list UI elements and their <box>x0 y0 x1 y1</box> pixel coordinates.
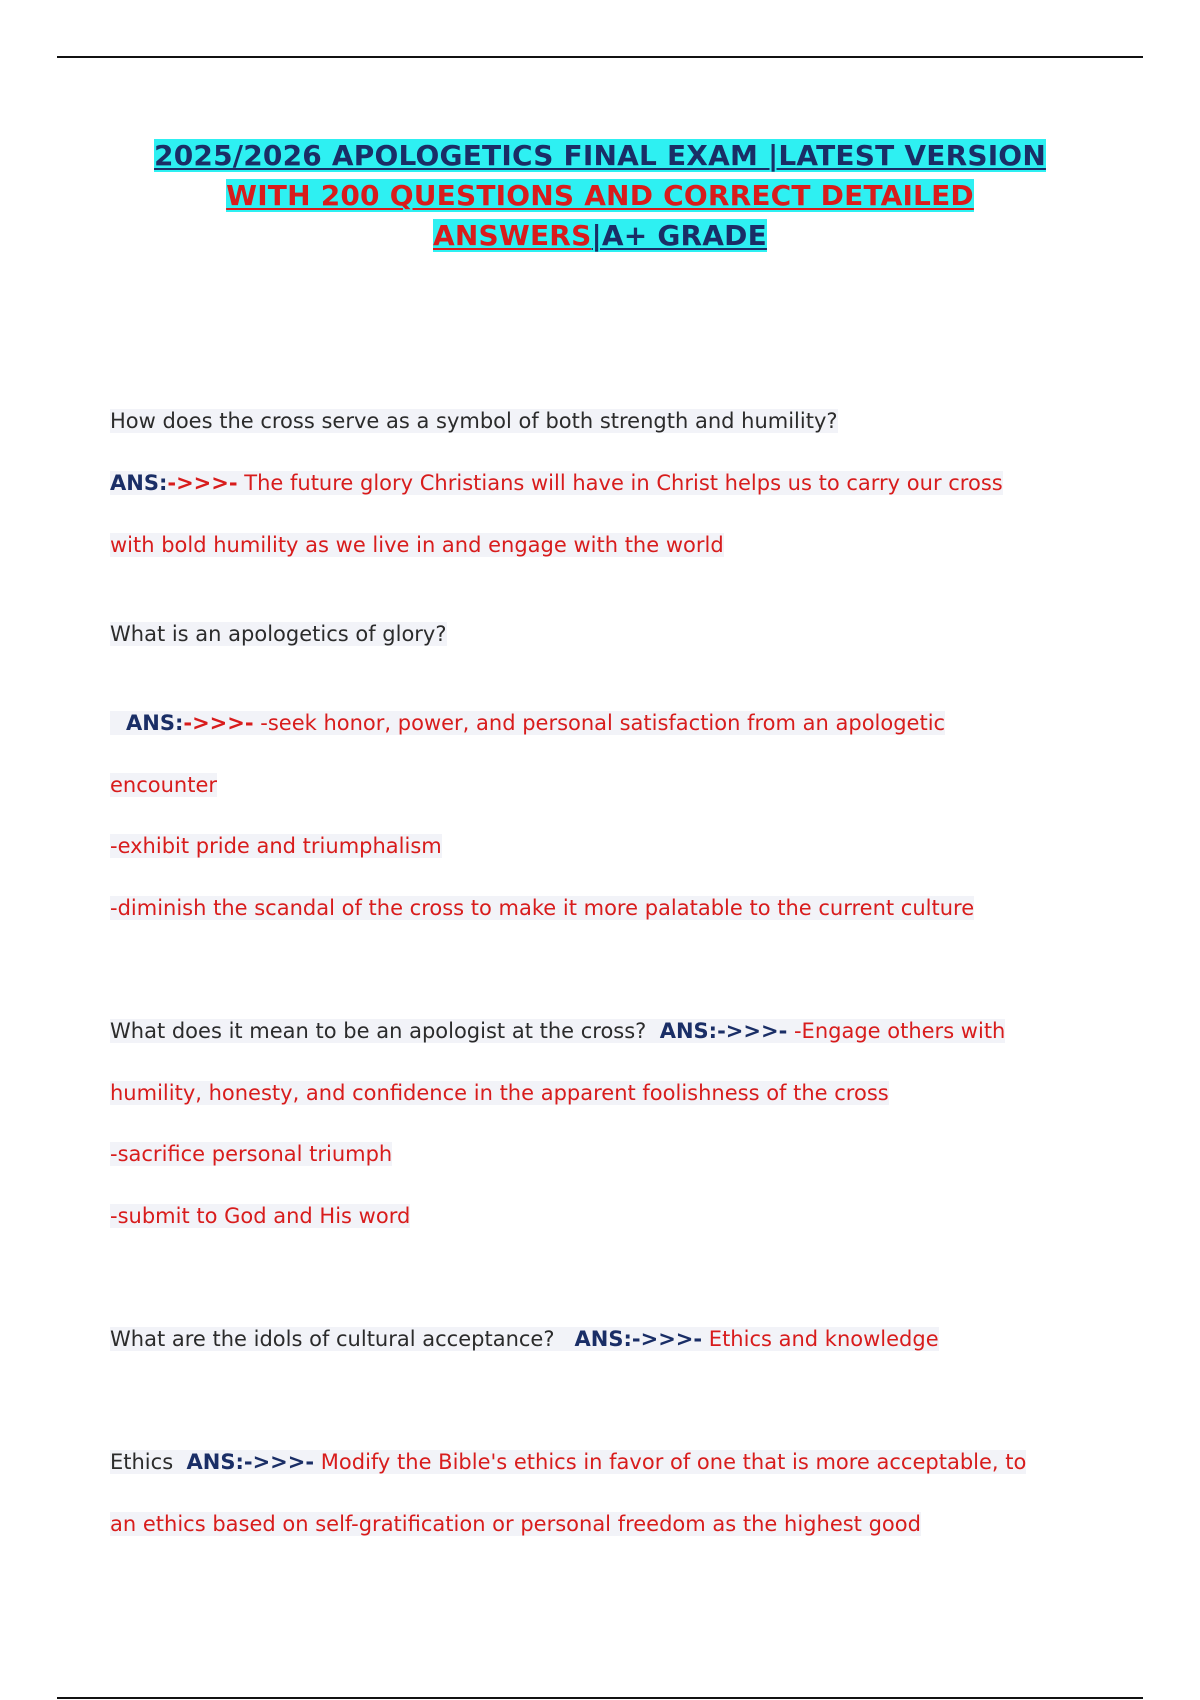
answer-1-line-2: with bold humility as we live in and engage with the world <box>110 533 724 557</box>
answer-3-line-3: -sacrifice personal triumph <box>110 1142 393 1166</box>
question-2: What is an apologetics of glory? <box>110 622 447 646</box>
answer-2-line-1: ANS:->>>- -seek honor, power, and personal satisfaction from an apologetic <box>110 708 1110 738</box>
question-3: What does it mean to be an apologist at the cross? ANS:->>>- -Engage others with <box>110 1019 1006 1043</box>
question-4: What are the idols of cultural acceptance? ANS:->>>- Ethics and knowledge <box>110 1327 939 1351</box>
title-line-2: WITH 200 QUESTIONS AND CORRECT DETAILED <box>226 179 974 212</box>
answer-1-line-1: ANS:->>>- The future glory Christians will have in Christ helps us to carry our cross <box>110 471 1003 495</box>
title-line-1: 2025/2026 APOLOGETICS FINAL EXAM |LATEST VERSION <box>154 139 1046 172</box>
answer-3-line-4: -submit to God and His word <box>110 1204 411 1228</box>
top-rule <box>57 56 1143 58</box>
question-5: Ethics ANS:->>>- Modify the Bible's ethics in favor of one that is more acceptable, to <box>110 1450 1027 1474</box>
answer-2-line-2: encounter <box>110 773 218 797</box>
answer-2-line-3: -exhibit pride and triumphalism <box>110 834 442 858</box>
answer-2-line-4: -diminish the scandal of the cross to make it more palatable to the current culture <box>110 896 975 920</box>
title-line-3: ANSWERS|A+ GRADE <box>433 219 767 252</box>
bottom-rule <box>57 1697 1143 1699</box>
question-1: How does the cross serve as a symbol of both strength and humility? <box>110 409 838 433</box>
answer-5-line-2: an ethics based on self-gratification or personal freedom as the highest good <box>110 1512 921 1536</box>
document-title <box>0 136 1200 256</box>
answer-3-line-2: humility, honesty, and confidence in the apparent foolishness of the cross <box>110 1081 889 1105</box>
